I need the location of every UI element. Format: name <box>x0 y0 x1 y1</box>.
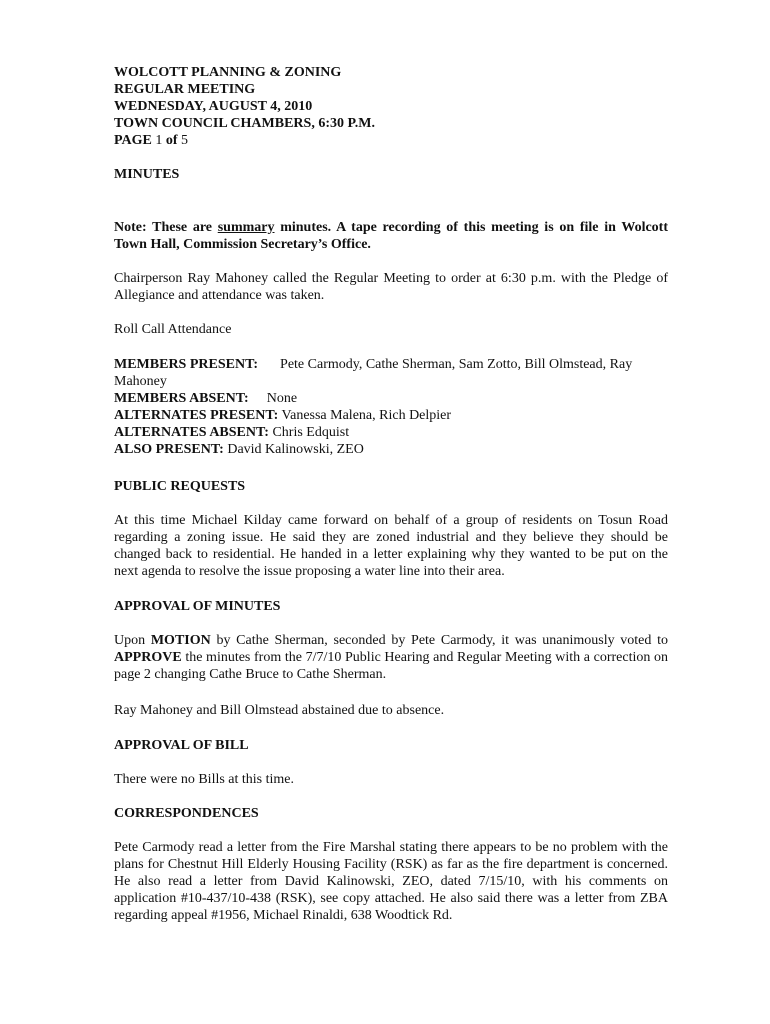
also-present-label: ALSO PRESENT: <box>114 442 224 457</box>
header-page-number <box>114 132 375 149</box>
approval-of-bill-heading: APPROVAL OF BILL <box>114 738 249 753</box>
motion-keyword: MOTION <box>150 633 211 648</box>
roll-call-label: Roll Call Attendance <box>114 322 232 337</box>
minutes-text-1: Upon <box>114 633 146 648</box>
page-label: PAGE <box>114 133 152 148</box>
page-current: 1 <box>155 133 163 148</box>
header-meeting-type: REGULAR MEETING <box>114 82 256 97</box>
members-present-continued: Mahoney <box>114 374 167 389</box>
public-requests-paragraph: At this time Michael Kilday came forward on behalf of a group of residents on Tosun Road regarding a zoning issue. He said they are zoned industrial and they believe they should be changed back to residential. He handed in a letter explaining why they wanted to be put on the next agenda to resolve the issue proposing a water line into their area. <box>114 513 668 579</box>
call-to-order-paragraph: Chairperson Ray Mahoney called the Regular Meeting to order at 6:30 p.m. with the Pledge of Allegiance and attendance was taken. <box>114 271 668 303</box>
alternates-absent <box>114 424 668 441</box>
attendance-list <box>114 356 668 458</box>
members-present <box>114 356 668 373</box>
note-prefix: Note: These are <box>114 220 212 235</box>
also-present-value: David Kalinowski, ZEO <box>227 442 364 457</box>
approval-of-minutes-paragraph <box>114 632 668 683</box>
minutes-text-3: the minutes from the 7/7/10 Public Hearing and Regular Meeting with a correction on page 2 changing Cathe Bruce to Cathe Sherman. <box>114 650 669 682</box>
minutes-title: MINUTES <box>114 167 180 182</box>
members-absent <box>114 390 668 407</box>
approval-of-minutes-heading: APPROVAL OF MINUTES <box>114 599 281 614</box>
correspondences-heading: CORRESPONDENCES <box>114 806 259 821</box>
document-header <box>114 64 375 149</box>
alternates-present-label: ALTERNATES PRESENT: <box>114 408 279 423</box>
also-present <box>114 441 668 458</box>
summary-note <box>114 219 668 253</box>
members-present-label: MEMBERS PRESENT: <box>114 357 259 372</box>
note-suffix: minutes. A tape recording of this meeting is on file in Wolcott Town Hall, Commission Secretary’s Office. <box>114 220 669 252</box>
abstention-note: Ray Mahoney and Bill Olmstead abstained due to absence. <box>114 703 445 718</box>
alternates-present <box>114 407 668 424</box>
alternates-absent-label: ALTERNATES ABSENT: <box>114 425 269 440</box>
correspondences-paragraph: Pete Carmody read a letter from the Fire Marshal stating there appears to be no problem with the plans for Chestnut Hill Elderly Housing Facility (RSK) as far as the fire department is concerned. He also read a letter from David Kalinowski, ZEO, dated 7/15/10, with his comments on application #10-437/10-438 (RSK), see copy attached. He also said there was a letter from ZBA regarding appeal #1956, Michael Rinaldi, 638 Woodtick Rd. <box>114 840 668 923</box>
page-of: of <box>165 133 178 148</box>
header-board-name: WOLCOTT PLANNING & ZONING <box>114 65 342 80</box>
alternates-present-value: Vanessa Malena, Rich Delpier <box>281 408 452 423</box>
members-absent-label: MEMBERS ABSENT: <box>114 391 249 406</box>
header-location: TOWN COUNCIL CHAMBERS, 6:30 P.M. <box>114 116 375 131</box>
members-present-value: Pete Carmody, Cathe Sherman, Sam Zotto, Bill Olmstead, Ray <box>280 357 633 372</box>
alternates-absent-value: Chris Edquist <box>272 425 350 440</box>
members-absent-value: None <box>266 391 298 406</box>
public-requests-heading: PUBLIC REQUESTS <box>114 479 246 494</box>
approval-of-bill-paragraph: There were no Bills at this time. <box>114 772 295 787</box>
approve-keyword: APPROVE <box>114 650 182 665</box>
note-underlined: summary <box>217 220 275 235</box>
minutes-text-2: by Cathe Sherman, seconded by Pete Carmody, it was unanimously voted to <box>216 633 669 648</box>
page-total: 5 <box>181 133 189 148</box>
header-date: WEDNESDAY, AUGUST 4, 2010 <box>114 99 313 114</box>
